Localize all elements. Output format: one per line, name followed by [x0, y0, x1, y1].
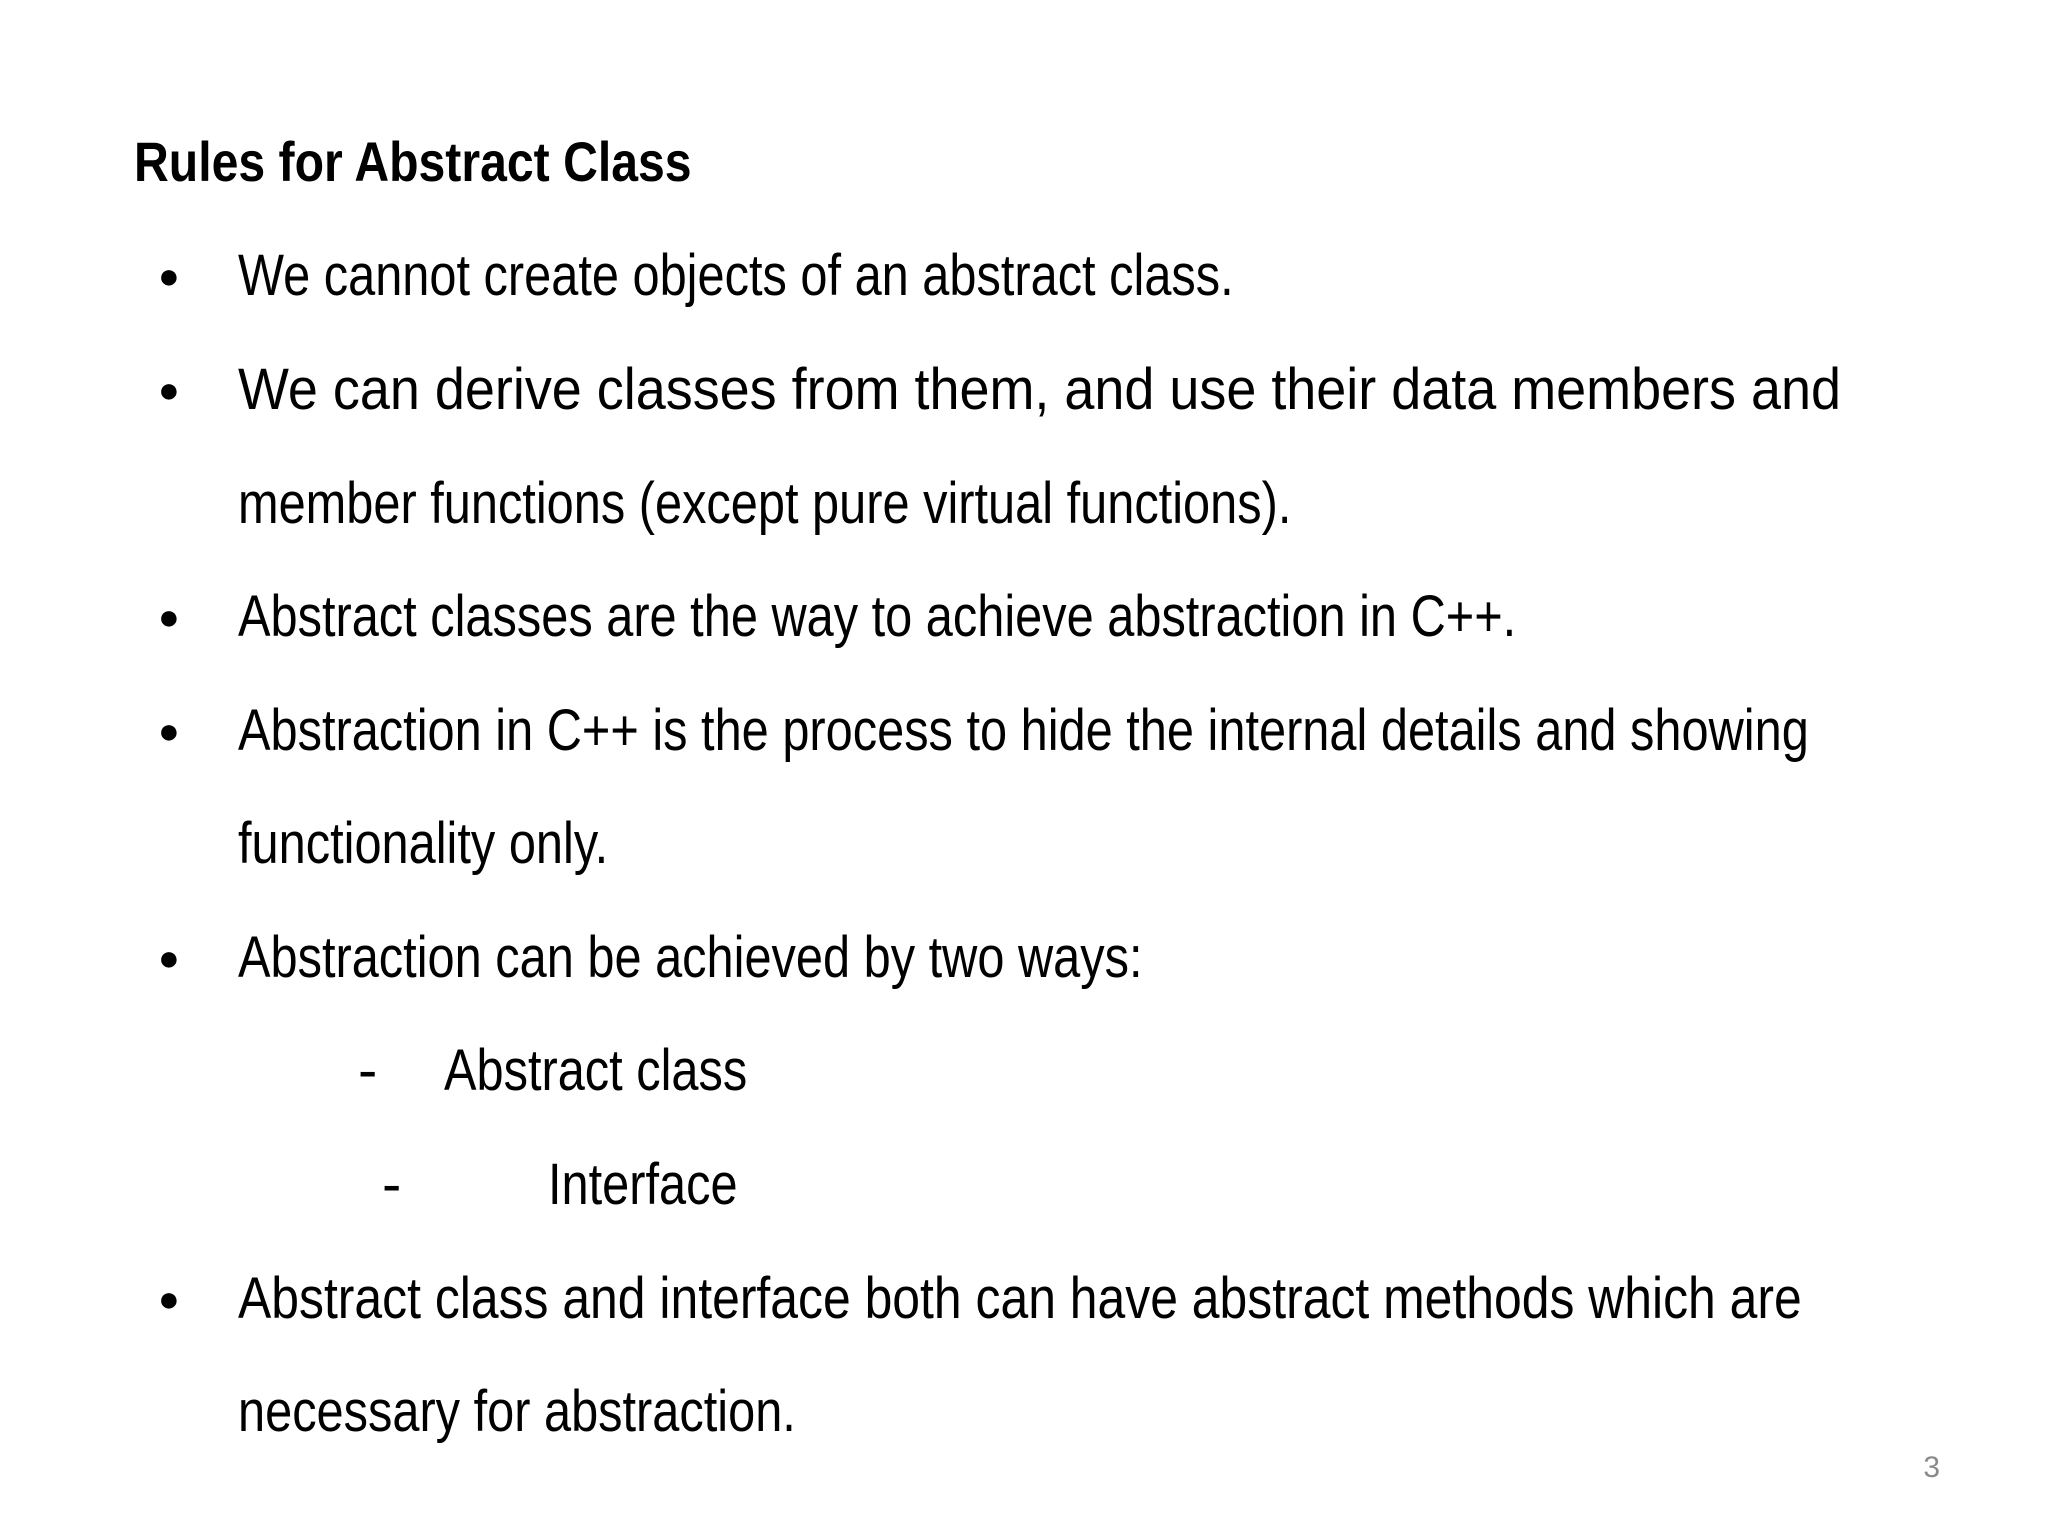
- bullet-icon: ●: [158, 937, 180, 978]
- bullet-text: Abstract class and interface both can have abstract methods which are: [238, 1266, 1802, 1331]
- bullet-icon: ●: [158, 369, 180, 410]
- bullet-text: Abstraction in C++ is the process to hide the internal details and showing: [238, 698, 1809, 763]
- bullet-icon: ●: [158, 255, 180, 296]
- sub-item-text: Interface: [548, 1152, 738, 1217]
- list-item: [0, 350, 2048, 430]
- list-item: [0, 236, 2048, 316]
- bullet-text: functionality only.: [238, 811, 609, 876]
- bullet-text: Abstract classes are the way to achieve abstraction in C++.: [238, 584, 1517, 649]
- dash-marker: -: [382, 1152, 402, 1217]
- bullet-icon: ●: [158, 596, 180, 637]
- bullet-text: member functions (except pure virtual functions).: [238, 471, 1292, 536]
- bullet-text: Abstraction can be achieved by two ways:: [238, 925, 1143, 990]
- page-number: 3: [1923, 1451, 1940, 1484]
- list-item: [0, 1259, 2048, 1339]
- bullet-text: We cannot create objects of an abstract class.: [238, 243, 1234, 308]
- list-item: [0, 577, 2048, 657]
- list-item-continuation: [0, 804, 2048, 884]
- bullet-text: necessary for abstraction.: [238, 1379, 796, 1444]
- dash-marker: -: [358, 1038, 378, 1103]
- bullet-icon: ●: [158, 1278, 180, 1319]
- list-item-continuation: [0, 1372, 2048, 1452]
- list-item: [0, 691, 2048, 771]
- sub-list-item: [0, 1145, 2048, 1225]
- slide-title: Rules for Abstract Class: [134, 130, 692, 193]
- list-item: [0, 918, 2048, 998]
- bullet-text: We can derive classes from them, and use their data members and: [238, 357, 1841, 422]
- sub-item-text: Abstract class: [444, 1038, 748, 1103]
- bullet-icon: ●: [158, 710, 180, 751]
- sub-list-item: [0, 1031, 2048, 1111]
- list-item-continuation: [0, 464, 2048, 544]
